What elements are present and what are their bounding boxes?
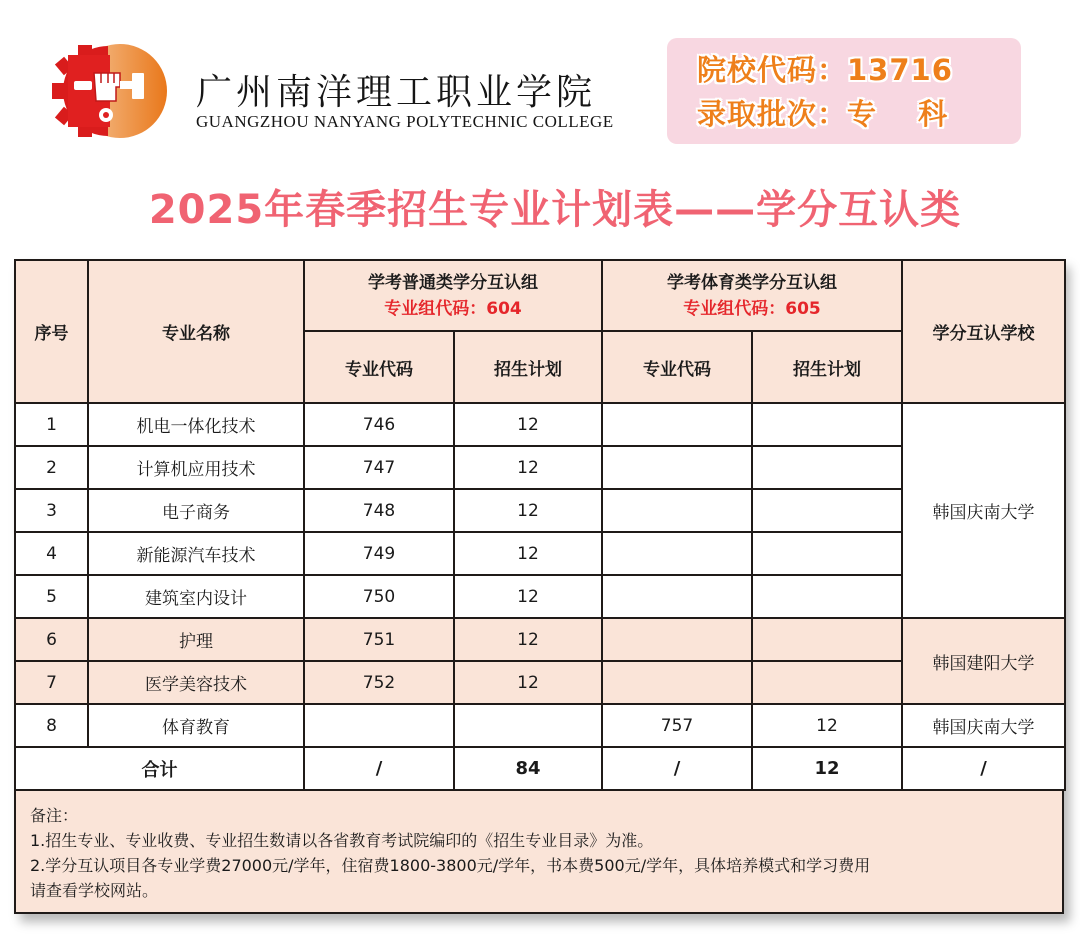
cell-g2-code: 757 [602, 704, 752, 747]
cell-g2-code [602, 446, 752, 489]
cell-g2-plan [752, 446, 902, 489]
cell-seq: 2 [15, 446, 88, 489]
cell-g1-plan: 12 [454, 575, 602, 618]
cell-major-name: 护理 [88, 618, 304, 661]
cell-g2-plan [752, 403, 902, 446]
cell-g1-code: 750 [304, 575, 454, 618]
cell-g1-plan: 12 [454, 532, 602, 575]
header-g1-plan: 招生计划 [454, 331, 602, 403]
admission-info-box [667, 38, 1021, 144]
cell-g1-code: 752 [304, 661, 454, 704]
cell-g2-plan [752, 661, 902, 704]
cell-partner-school: 韩国庆南大学 [902, 403, 1065, 618]
cell-major-name: 建筑室内设计 [88, 575, 304, 618]
notes-line-1: 1.招生专业、专业收费、专业招生数请以各省教育考试院编印的《招生专业目录》为准。 [30, 831, 654, 850]
cell-seq: 4 [15, 532, 88, 575]
cell-g1-plan: 12 [454, 661, 602, 704]
cell-seq: 1 [15, 403, 88, 446]
group-605-title: 学考体育类学分互认组 [667, 272, 837, 293]
admission-batch: 录取批次：专 科 [697, 97, 949, 131]
cell-g1-code [304, 704, 454, 747]
header-major-name: 专业名称 [88, 260, 304, 403]
cell-g2-plan [752, 489, 902, 532]
header-row-1 [15, 260, 1065, 331]
table-row [15, 618, 1065, 661]
total-school: / [902, 747, 1065, 790]
cell-major-name: 计算机应用技术 [88, 446, 304, 489]
cell-g1-plan [454, 704, 602, 747]
group-604-title: 学考普通类学分互认组 [368, 272, 538, 293]
cell-g2-plan [752, 618, 902, 661]
cell-g1-plan: 12 [454, 489, 602, 532]
school-name-en: GUANGZHOU NANYANG POLYTECHNIC COLLEGE [196, 112, 614, 131]
cell-g2-plan: 12 [752, 704, 902, 747]
cell-seq: 7 [15, 661, 88, 704]
gear-fist-hammer-logo-icon [48, 43, 172, 139]
cell-g1-plan: 12 [454, 403, 602, 446]
page-title: 2025年春季招生专业计划表——学分互认类 [148, 187, 962, 233]
cell-seq: 5 [15, 575, 88, 618]
group-604-code: 专业组代码：604 [384, 298, 522, 319]
cell-g2-code [602, 403, 752, 446]
school-code: 院校代码：13716 [697, 53, 953, 87]
enrollment-plan-table [14, 259, 1066, 791]
header-g2-major-code: 专业代码 [602, 331, 752, 403]
cell-g1-plan: 12 [454, 446, 602, 489]
cell-g1-plan: 12 [454, 618, 602, 661]
cell-g2-plan [752, 575, 902, 618]
header-seq: 序号 [15, 260, 88, 403]
enrollment-plan-table-container [14, 259, 1064, 914]
total-label: 合计 [15, 747, 304, 790]
total-g2-plan: 12 [752, 747, 902, 790]
header-group-605 [602, 260, 902, 331]
total-g2-code: / [602, 747, 752, 790]
cell-partner-school: 韩国庆南大学 [902, 704, 1065, 747]
cell-seq: 6 [15, 618, 88, 661]
total-row [15, 747, 1065, 790]
cell-major-name: 体育教育 [88, 704, 304, 747]
cell-major-name: 医学美容技术 [88, 661, 304, 704]
cell-g2-code [602, 575, 752, 618]
cell-major-name: 电子商务 [88, 489, 304, 532]
cell-g1-code: 749 [304, 532, 454, 575]
cell-g2-code [602, 532, 752, 575]
cell-g2-code [602, 618, 752, 661]
cell-g1-code: 751 [304, 618, 454, 661]
header-g2-plan: 招生计划 [752, 331, 902, 403]
cell-g2-code [602, 489, 752, 532]
cell-g1-code: 748 [304, 489, 454, 532]
cell-seq: 8 [15, 704, 88, 747]
cell-major-name: 新能源汽车技术 [88, 532, 304, 575]
cell-g1-code: 747 [304, 446, 454, 489]
cell-seq: 3 [15, 489, 88, 532]
notes-box [14, 791, 1064, 914]
college-logo [48, 43, 172, 139]
cell-partner-school: 韩国建阳大学 [902, 618, 1065, 704]
total-g1-plan: 84 [454, 747, 602, 790]
notes-line-3: 请查看学校网站。 [30, 881, 159, 900]
total-g1-code: / [304, 747, 454, 790]
table-row [15, 403, 1065, 446]
header-group-604 [304, 260, 602, 331]
group-605-code: 专业组代码：605 [683, 298, 821, 319]
cell-g2-plan [752, 532, 902, 575]
school-name-cn: 广州南洋理工职业学院 [196, 72, 597, 113]
header-partner-school: 学分互认学校 [902, 260, 1065, 403]
cell-g1-code: 746 [304, 403, 454, 446]
table-row [15, 704, 1065, 747]
cell-major-name: 机电一体化技术 [88, 403, 304, 446]
notes-line-2: 2.学分互认项目各专业学费27000元/学年，住宿费1800-3800元/学年，书本费500元/学年，具体培养模式和学习费用 [30, 856, 871, 875]
cell-g2-code [602, 661, 752, 704]
header-g1-major-code: 专业代码 [304, 331, 454, 403]
notes-heading: 备注： [30, 806, 79, 825]
